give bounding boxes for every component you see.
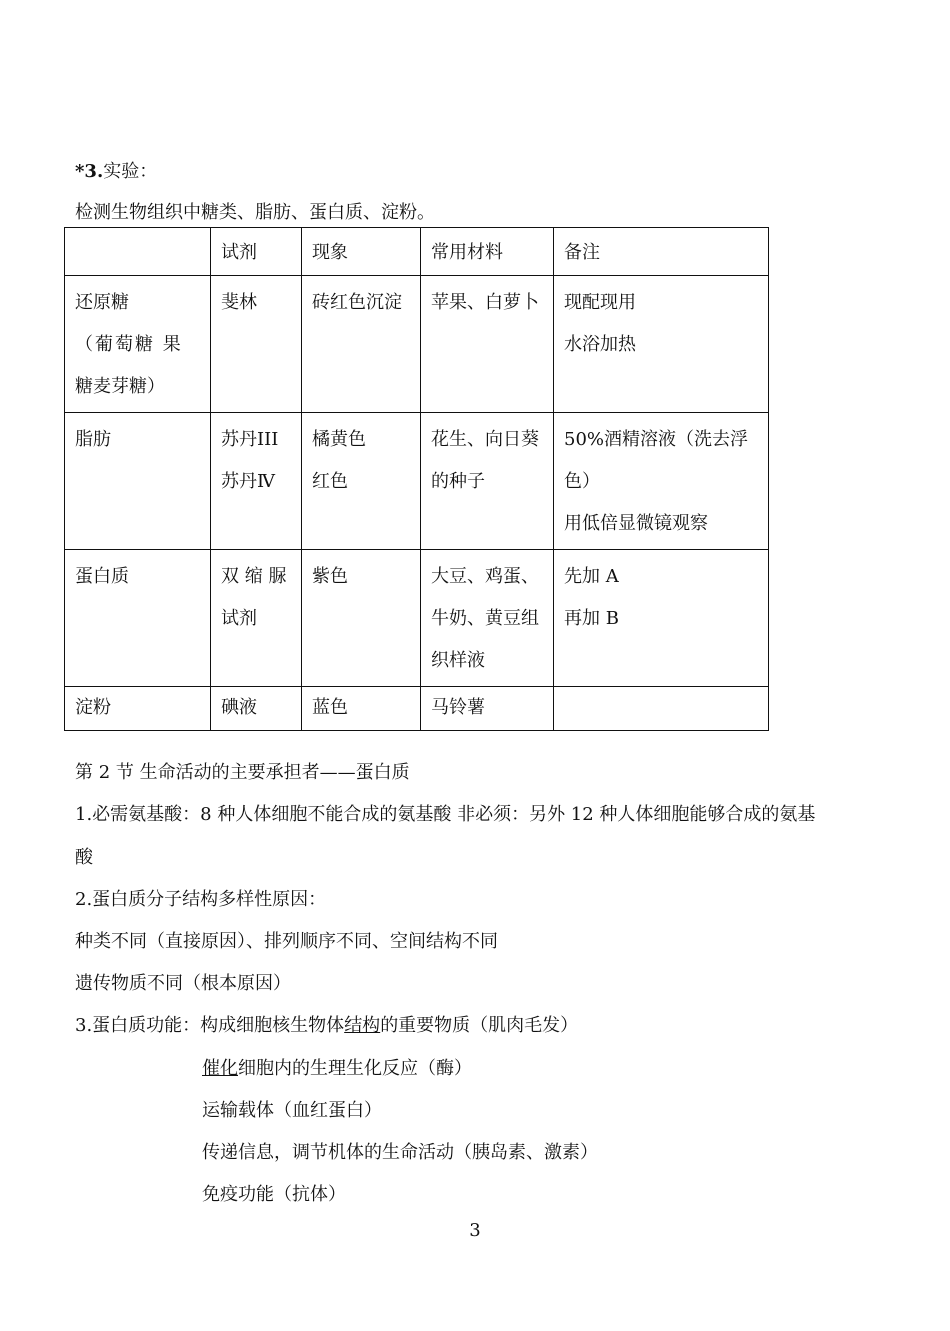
function-text: 细胞内的生理生化反应（酶）	[238, 1058, 472, 1079]
phenomenon-cell	[302, 413, 421, 550]
section-title: 实验：	[103, 161, 158, 182]
paragraph-root-cause: 遗传物质不同（根本原因）	[75, 973, 291, 994]
table-header-row	[65, 228, 769, 276]
phenomenon-cell	[302, 276, 421, 413]
note-cell	[554, 687, 769, 731]
material-cell	[421, 276, 554, 413]
substance-cell	[65, 687, 211, 731]
substance-cell	[65, 276, 211, 413]
table-row	[65, 687, 769, 731]
functions-tail: 的重要物质（肌肉毛发）	[380, 1015, 579, 1036]
table-row	[65, 550, 769, 687]
header-cell: 备注	[554, 228, 769, 276]
cell-text: 还原糖	[75, 292, 129, 313]
paragraph-functions	[75, 1014, 578, 1038]
function-immunity: 免疫功能（抗体）	[202, 1184, 346, 1205]
reagent-cell	[211, 687, 302, 731]
cell-text: 红色	[312, 471, 348, 492]
section-number: *3.	[75, 161, 104, 182]
experiment-table	[64, 227, 769, 731]
paragraph-amino-acids-cont: 酸	[75, 847, 93, 868]
cell-text: 紫色	[312, 566, 348, 587]
cell-text: 色）	[564, 471, 600, 492]
section-heading	[75, 160, 157, 184]
cell-text: 先加 A	[564, 566, 619, 587]
cell-text: 大豆、鸡蛋、	[431, 566, 539, 587]
function-catalysis	[202, 1057, 472, 1081]
cell-text: 斐林	[221, 292, 257, 313]
function-transport: 运输载体（血红蛋白）	[202, 1100, 382, 1121]
note-cell	[554, 413, 769, 550]
material-cell	[421, 687, 554, 731]
header-cell: 现象	[302, 228, 421, 276]
phenomenon-cell	[302, 687, 421, 731]
cell-text: 再加 B	[564, 608, 619, 629]
cell-text: 花生、向日葵	[431, 429, 539, 450]
cell-text: 砖红色沉淀	[312, 292, 402, 313]
paragraph-diversity: 2.蛋白质分子结构多样性原因：	[75, 889, 327, 910]
cell-text: 的种子	[431, 471, 485, 492]
underlined-term: 催化	[202, 1058, 238, 1079]
cell-text: 双 缩 脲	[221, 566, 287, 587]
reagent-cell	[211, 413, 302, 550]
functions-lead: 3.蛋白质功能：构成细胞核生物体	[75, 1015, 345, 1036]
cell-text: 苏丹III	[221, 429, 279, 450]
cell-text: 碘液	[221, 697, 257, 718]
cell-text: 织样液	[431, 650, 485, 671]
underlined-term: 结构	[344, 1015, 381, 1036]
reagent-cell	[211, 276, 302, 413]
page-number: 3	[469, 1220, 481, 1241]
cell-text: 用低倍显微镜观察	[564, 513, 708, 534]
paragraph-amino-acids: 1.必需氨基酸：8 种人体细胞不能合成的氨基酸 非必须：另外 12 种人体细胞能够合成的氨基	[75, 804, 816, 825]
chapter-title: 第 2 节 生命活动的主要承担者——蛋白质	[75, 762, 410, 783]
note-cell	[554, 550, 769, 687]
cell-text: 糖麦芽糖）	[75, 376, 165, 397]
cell-text: 试剂	[221, 608, 257, 629]
note-cell	[554, 276, 769, 413]
table-row	[65, 413, 769, 550]
table-row	[65, 276, 769, 413]
cell-text: 苹果、白萝卜	[431, 292, 539, 313]
function-signaling: 传递信息，调节机体的生命活动（胰岛素、激素）	[202, 1142, 598, 1163]
cell-text: 橘黄色	[312, 429, 366, 450]
reagent-cell	[211, 550, 302, 687]
header-cell	[65, 228, 211, 276]
substance-cell	[65, 413, 211, 550]
phenomenon-cell	[302, 550, 421, 687]
substance-cell	[65, 550, 211, 687]
header-cell: 常用材料	[421, 228, 554, 276]
paragraph-direct-cause: 种类不同（直接原因）、排列顺序不同、空间结构不同	[75, 931, 498, 952]
cell-text: 水浴加热	[564, 334, 636, 355]
cell-text: （葡萄糖 果	[75, 334, 183, 355]
cell-text: 淀粉	[75, 697, 111, 718]
cell-text: 现配现用	[564, 292, 636, 313]
material-cell	[421, 413, 554, 550]
cell-text: 脂肪	[75, 429, 111, 450]
header-cell: 试剂	[211, 228, 302, 276]
material-cell	[421, 550, 554, 687]
cell-text: 50%酒精溶液（洗去浮	[564, 429, 749, 450]
section-intro: 检测生物组织中糖类、脂肪、蛋白质、淀粉。	[75, 202, 435, 223]
cell-text: 牛奶、黄豆组	[431, 608, 539, 629]
cell-text: 苏丹Ⅳ	[221, 471, 275, 492]
cell-text: 马铃薯	[431, 697, 485, 718]
cell-text: 蓝色	[312, 697, 348, 718]
cell-text: 蛋白质	[75, 566, 129, 587]
